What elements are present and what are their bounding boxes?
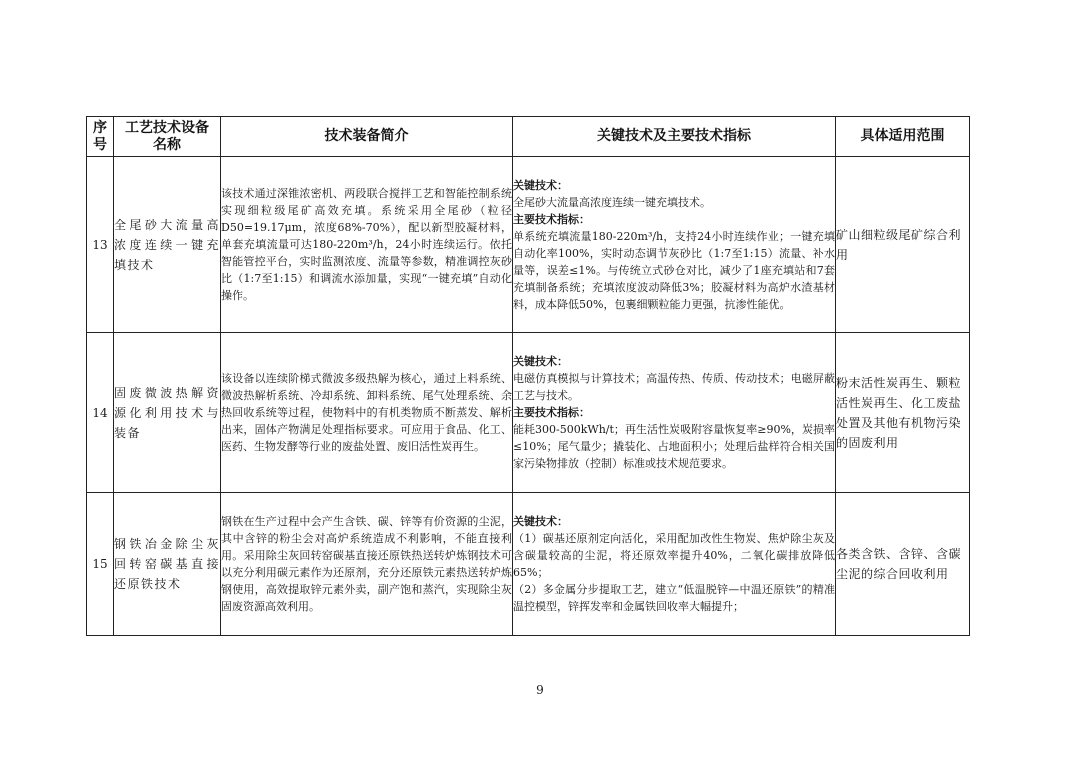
header-introduction: 技术装备简介 <box>221 117 513 157</box>
main-indicators-text: 单系统充填流量180-220m³/h，支持24小时连续作业；一键充填自动化率100%，实时动态调节灰砂比（1:7至1:15）流量、补水量等，误差≤1%。与传统立式砂仓对比，减少了1座充填站和7套充填制备系统；充填浓度波动降低3%；胶凝材料为高炉水渣基材料，成本降低50%，包裹细颗粒能力更强，抗渗性能优。 <box>513 229 835 311</box>
equipment-name: 固废微波热解资源化利用技术与装备 <box>114 333 221 493</box>
key-technology-line: （1）碳基还原剂定向活化，采用配加改性生物炭、焦炉除尘灰及含碳量较高的尘泥，将还原效率提升40%，二氧化碳排放降低65%； <box>513 532 835 579</box>
key-technology-title: 关键技术： <box>513 178 568 192</box>
key-technology-cell <box>513 493 836 636</box>
equipment-introduction: 该设备以连续阶梯式微波多级热解为核心，通过上料系统、微波热解析系统、冷却系统、卸料系统、尾气处理系统、余热回收系统等过程，使物料中的有机类物质不断蒸发、解析出来，固体产物满足处理指标要求。可应用于食品、化工、医药、生物发酵等行业的废盐处置、废旧活性炭再生。 <box>221 333 513 493</box>
header-scope: 具体适用范围 <box>836 117 970 157</box>
key-technology-line: （2）多金属分步提取工艺，建立“低温脱锌—中温还原铁”的精准温控模型，锌挥发率和金属铁回收率大幅提升； <box>513 583 835 613</box>
table-row <box>87 493 970 636</box>
key-technology-text: 电磁仿真模拟与计算技术；高温传热、传质、传动技术；电磁屏蔽工艺与技术。 <box>513 372 835 402</box>
equipment-introduction: 钢铁在生产过程中会产生含铁、碳、锌等有价资源的尘泥，其中含锌的粉尘会对高炉系统造成不利影响，不能直接利用。采用除尘灰回转窑碳基直接还原铁热送转炉炼钢技术可以充分利用碳元素作为还原剂，充分还原铁元素热送转炉炼钢使用，高效提取锌元素外卖，副产饱和蒸汽，实现除尘灰固废资源高效利用。 <box>221 493 513 636</box>
equipment-name: 全尾砂大流量高浓度连续一键充填技术 <box>114 157 221 333</box>
row-number: 13 <box>87 157 114 333</box>
key-technology-cell <box>513 333 836 493</box>
key-technology-cell <box>513 157 836 333</box>
row-number: 14 <box>87 333 114 493</box>
table-row <box>87 333 970 493</box>
equipment-introduction: 该技术通过深锥浓密机、两段联合搅拌工艺和智能控制系统实现细粒级尾矿高效充填。系统采用全尾砂（粒径D50=19.17μm，浓度68%-70%），配以新型胶凝材料，单套充填流量可达180-220m³/h，24小时连续运行。依托智能管控平台，实时监测浓度、流量等参数，精准调控灰砂比（1:7至1:15）和调流水添加量，实现“一键充填”自动化操作。 <box>221 157 513 333</box>
application-scope: 各类含铁、含锌、含碳尘泥的综合回收利用 <box>836 493 970 636</box>
key-technology-title: 关键技术： <box>513 355 568 368</box>
application-scope: 矿山细粒级尾矿综合利用 <box>836 157 970 333</box>
header-equipment-name: 工艺技术设备名称 <box>114 117 221 157</box>
technology-table <box>86 116 970 636</box>
main-indicators-title: 主要技术指标： <box>513 406 590 419</box>
header-serial-number: 序号 <box>87 117 114 157</box>
key-technology-title: 关键技术： <box>513 515 568 528</box>
row-number: 15 <box>87 493 114 636</box>
table-header-row <box>87 117 970 157</box>
header-key-technology: 关键技术及主要技术指标 <box>513 117 836 157</box>
page-number: 9 <box>536 683 544 697</box>
key-technology-text: 全尾砂大流量高浓度连续一键充填技术。 <box>513 195 711 209</box>
main-indicators-title: 主要技术指标： <box>513 212 590 226</box>
equipment-name: 钢铁冶金除尘灰回转窑碳基直接还原铁技术 <box>114 493 221 636</box>
main-indicators-text: 能耗300-500kWh/t；再生活性炭吸附容量恢复率≥90%，炭损率≤10%；尾气量少；撬装化、占地面积小；处理后盐样符合相关国家污染物排放（控制）标准或技术规范要求。 <box>513 423 835 470</box>
application-scope: 粉末活性炭再生、颗粒活性炭再生、化工废盐处置及其他有机物污染的固废利用 <box>836 333 970 493</box>
table-row <box>87 157 970 333</box>
